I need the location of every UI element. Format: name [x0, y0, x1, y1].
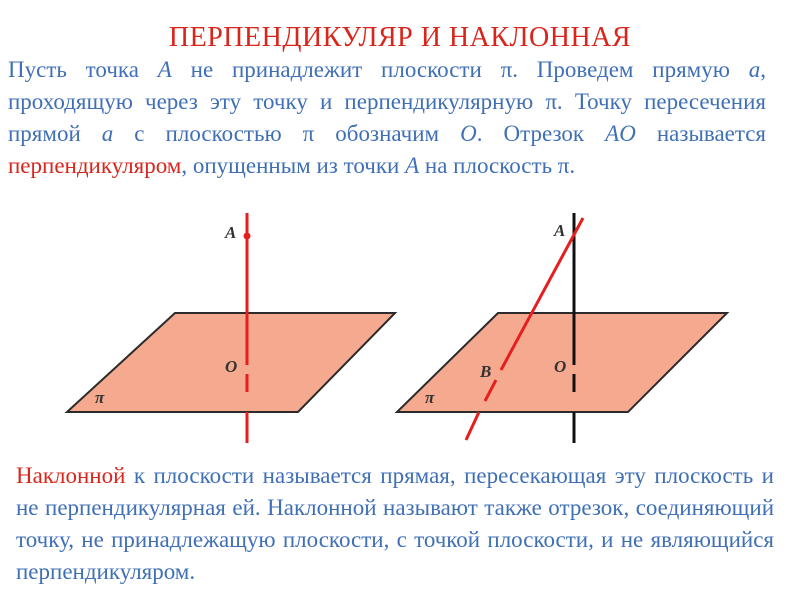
segment-ao-ref: AO	[605, 121, 636, 146]
oblique-term: Наклонной	[16, 463, 126, 488]
label-o-right: O	[554, 357, 567, 376]
intro-text: , опущенным из точки	[181, 153, 406, 178]
figure-perpendicular	[67, 213, 395, 443]
perpendicular-term: перпендикуляром	[8, 153, 182, 178]
intro-text: с плоскостью π обозначим	[113, 121, 461, 146]
label-a-left: A	[225, 223, 237, 242]
oblique-line-lower	[466, 412, 479, 440]
intro-text: , проходящую через эту точку и перпендикулярную π. Точку пересечения прямой	[8, 57, 766, 146]
page-title: ПЕРПЕНДИКУЛЯР И НАКЛОННАЯ	[168, 22, 632, 53]
label-b-right: B	[480, 362, 492, 381]
point-o-ref: O	[460, 121, 477, 146]
label-pi-right: π	[425, 388, 435, 407]
intro-text: . Отрезок	[476, 121, 606, 146]
label-pi-left: π	[95, 388, 105, 407]
point-a-ref: A	[405, 153, 420, 178]
label-a-right: A	[554, 221, 566, 240]
definition-paragraph	[16, 460, 774, 588]
intro-text: не принадлежит плоскости π. Проведем прямую	[171, 57, 749, 82]
figure-oblique	[397, 213, 727, 443]
label-o-left: O	[225, 357, 238, 376]
line-a-ref: a	[101, 121, 114, 146]
line-a-ref: a	[748, 57, 761, 82]
definition-text: к плоскости называется прямая, пересекающая эту плоскость и не перпендикулярная ей. Наклонной называют также отрезок, соединяющий точку, не принадлежащую плоскости, с точкой плоскости, и не являющийся перпендикуляром.	[16, 463, 774, 584]
intro-text: Пусть точка	[8, 57, 158, 82]
intro-text: на плоскость π.	[419, 153, 576, 178]
point-a-left	[244, 233, 251, 240]
point-a-ref: A	[157, 57, 172, 82]
intro-text: называется	[635, 121, 766, 146]
